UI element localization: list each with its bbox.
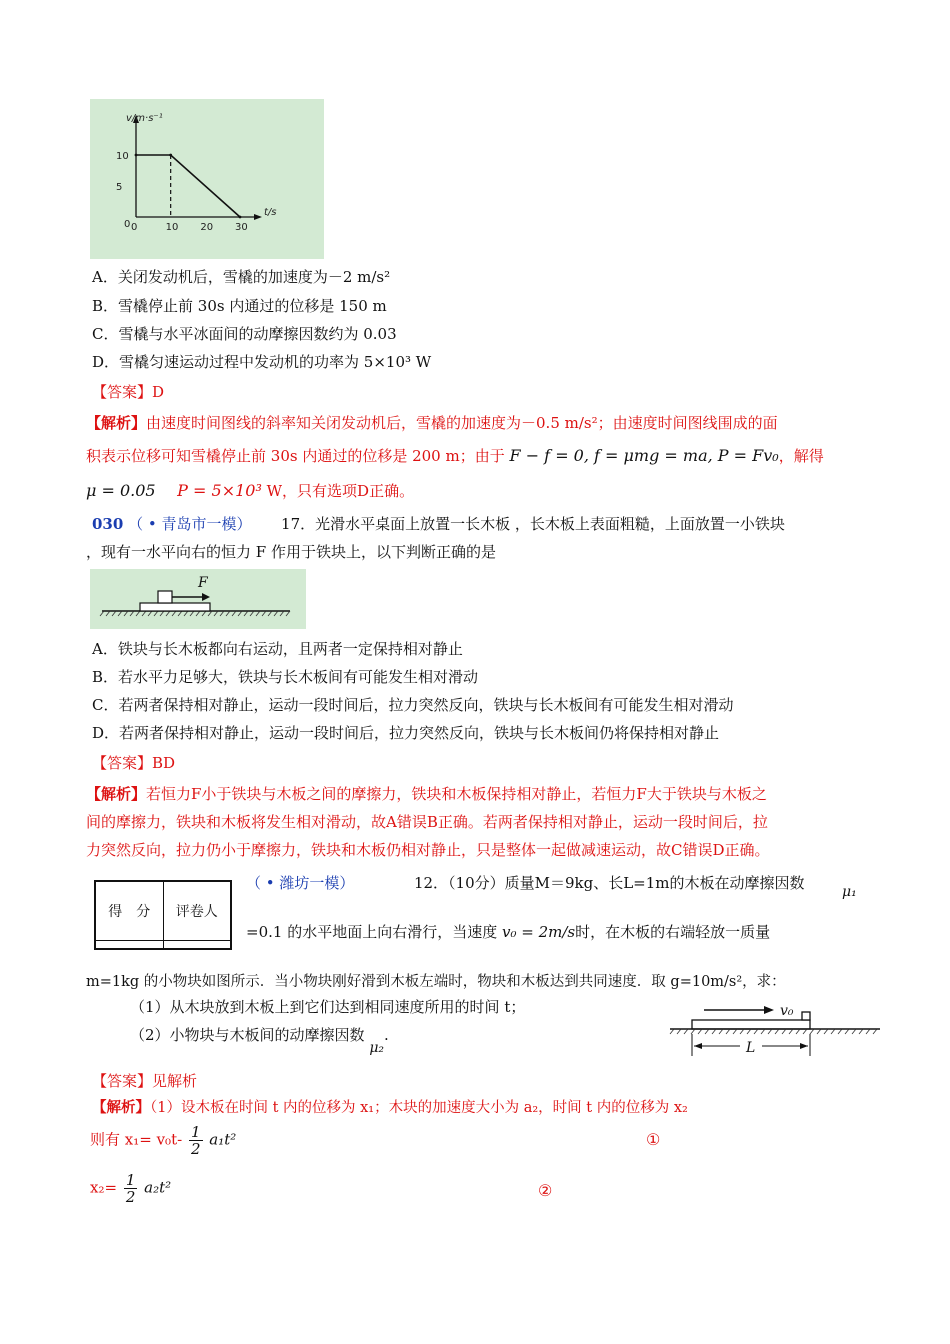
q2-stem-line-2: ，现有一水平向右的恒力 F 作用于铁块上，以下判断正确的是 [86,543,496,561]
q3-equation-1: 则有 x₁= v₀t- $\frac{1}{2}$ a₁t² [90,1123,237,1158]
fraction-one-half: $\frac{1}{2}$ [190,1123,201,1158]
origin-label: 0 [124,219,131,230]
x-axis-label: t/s [264,207,277,218]
q3-sub-question-2: （2）小物块与木板间的动摩擦因数 μ₂. [130,1026,389,1056]
q2-number: 030 [92,515,124,533]
q1-answer: 【答案】D [92,383,165,401]
q1-option-d: D．雪橇匀速运动过程中发动机的功率为 5×10³ W [92,353,432,371]
long-board [140,603,210,611]
block-on-board-figure [90,569,306,629]
q3-stem-line-3: m=1kg 的小物块如图所示．当小物块刚好滑到木板左端时，物块和木板达到共同速度．取 g=10m/s²，求： [86,974,786,990]
data-point [239,216,242,219]
score-label: 得 分 [96,882,164,941]
v0-label: v₀ [780,1003,794,1019]
q2-option-c: C．若两者保持相对静止，运动一段时间后，拉力突然反向，铁块与长木板间有可能发生相对滑动 [92,696,734,714]
q3-answer: 【答案】见解析 [92,1072,198,1090]
force-label: F [198,575,208,591]
q3-source: （ • 潍坊一模） [246,874,355,892]
analysis-tag: 【解析】 [86,414,147,432]
q1-analysis-line-2: 积表示位移可知雪橇停止前 30s 内通过的位移是 200 m；由于 F − f = 0, f = μmg = ma, P = Fv₀，解得 [86,446,824,465]
equation-number-2: ② [538,1181,553,1200]
velocity-time-graph [90,99,324,259]
q2-answer: 【答案】BD [92,754,176,772]
data-point [169,154,172,157]
q1-option-a: A．关闭发动机后，雪橇的加速度为－2 m/s² [92,268,391,286]
board [692,1020,810,1029]
analysis-tag: 【解析】 [92,1099,150,1116]
board-block-figure [664,996,886,1068]
x-tick-label: 30 [235,222,248,233]
q2-option-a: A．铁块与长木板都向右运动，且两者一定保持相对静止 [92,640,463,658]
score-table [94,880,232,950]
q3-analysis-line-1: 【解析】（1）设木板在时间 t 内的位移为 x₁；木块的加速度大小为 a₂，时间 t 内的位移为 x₂ [92,1099,688,1116]
x-tick-label: 20 [200,222,214,233]
q1-mu-value: μ = 0.05 [86,481,156,500]
q3-sub-question-1: （1）从木块放到木板上到它们达到相同速度所用的时间 t； [130,998,526,1016]
grader-cell[interactable] [163,941,231,949]
small-block [802,1012,810,1020]
q1-option-c: C．雪橇与水平冰面间的动摩擦因数约为 0.03 [92,325,397,343]
x-tick-label: 10 [165,222,179,233]
iron-block [158,591,172,603]
y-tick-label: 10 [116,151,129,162]
q3-mu2: μ₂ [369,1040,385,1056]
q3-v0: v₀ = 2m/s [501,923,576,941]
q2-source: （ • 青岛市一模） [128,515,252,533]
q2-option-d: D．若两者保持相对静止，运动一段时间后，拉力突然反向，铁块与长木板间仍将保持相对静止 [92,724,720,742]
q2-analysis-line-1: 【解析】若恒力F小于铁块与木板之间的摩擦力，铁块和木板保持相对静止，若恒力F大于铁块与木板之 [86,785,767,803]
q3-stem-line-2: =0.1 的水平地面上向右滑行，当速度 v₀ = 2m/s时，在木板的右端轻放一质量 [246,923,771,941]
q2-analysis-line-3: 力突然反向，拉力仍小于摩擦力，铁块和木板仍相对静止，只是整体一起做减速运动，故C错误D正确。 [86,841,770,859]
y-axis-label: v/m·s⁻¹ [126,113,163,124]
q1-analysis-line-1: 【解析】由速度时间图线的斜率知关闭发动机后，雪橇的加速度为－0.5 m/s²；由速度时间图线围成的面 [86,414,778,432]
q2-analysis-line-2: 间的摩擦力，铁块和木板将发生相对滑动，故A错误B正确。若两者保持相对静止，运动一段时间后，拉 [86,813,768,831]
q2-option-b: B．若水平力足够大，铁块与长木板间有可能发生相对滑动 [92,668,479,686]
q1-option-b: B．雪橇停止前 30s 内通过的位移是 150 m [92,297,387,315]
q3-equation-2: x₂= $\frac{1}{2}$ a₂t² [90,1171,172,1206]
q1-power-value: P = 5×10³ [177,481,262,500]
grader-label: 评卷人 [163,882,231,941]
y-tick-label: 5 [116,182,123,193]
q2-stem-line-1: 030 （ • 青岛市一模） 17．光滑水平桌面上放置一长木板 ，长木板上表面粗糙，上面放置一小铁块 [92,515,785,533]
q3-mu1: μ₁ [842,884,857,900]
equation-number-1: ① [646,1130,661,1149]
data-point [135,154,138,157]
q1-formula: F − f = 0, f = μmg = ma, P = Fv₀ [509,446,779,465]
score-cell[interactable] [96,941,164,949]
q3-stem-line-1: （ • 潍坊一模） 12．（10分）质量M＝9kg、长L=1m的木板在动摩擦因数 [246,874,805,892]
x-tick-label: 0 [131,222,138,233]
fraction-one-half: $\frac{1}{2}$ [125,1171,136,1206]
q1-analysis-line-3: μ = 0.05 P = 5×10³ W，只有选项D正确。 [86,481,415,500]
length-label: L [746,1040,756,1056]
analysis-tag: 【解析】 [86,785,147,803]
